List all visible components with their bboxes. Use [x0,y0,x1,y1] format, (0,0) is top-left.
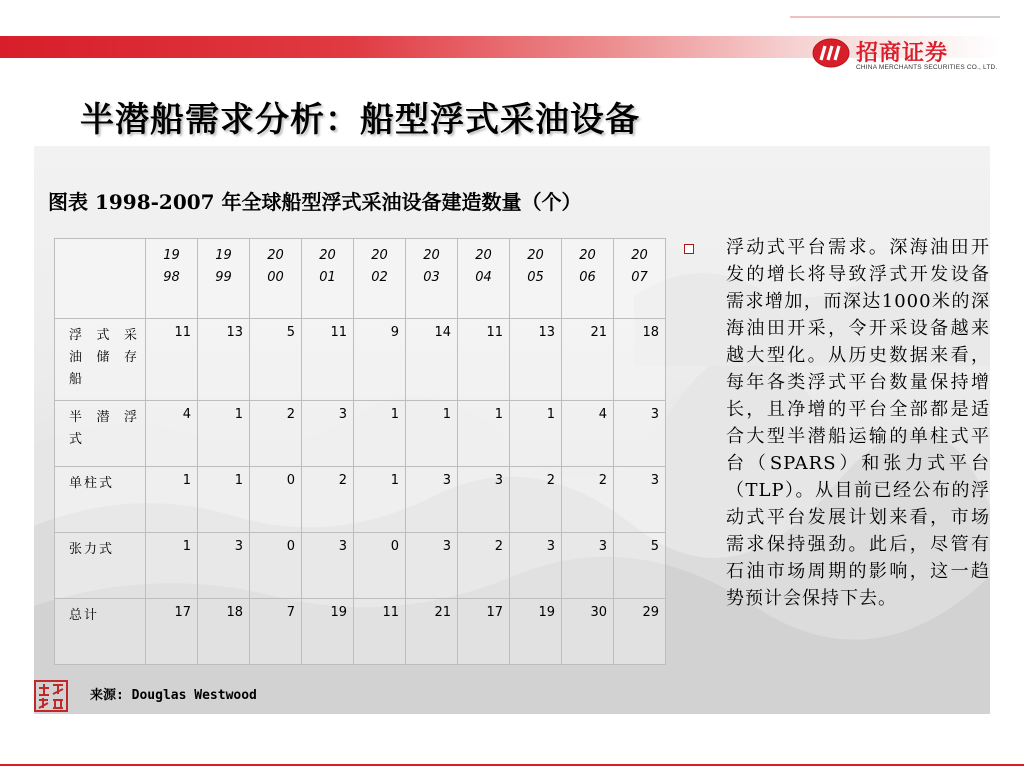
footer-red-line [0,764,1024,766]
year-cell: 20 05 [510,239,562,319]
row-label: 总计 [55,599,146,665]
square-bullet-icon [684,244,694,254]
value-cell: 4 [146,401,198,467]
seal-stamp-icon [34,680,68,712]
value-cell: 3 [406,533,458,599]
row-label: 单柱式 [55,467,146,533]
value-cell: 19 [302,599,354,665]
value-cell: 13 [198,319,250,401]
value-cell: 30 [562,599,614,665]
value-cell: 21 [562,319,614,401]
value-cell: 1 [146,467,198,533]
value-cell: 11 [146,319,198,401]
value-cell: 2 [458,533,510,599]
value-cell: 3 [510,533,562,599]
table-row [55,319,666,401]
row-label: 浮式采 油储存 船 [55,319,146,401]
value-cell: 17 [458,599,510,665]
value-cell: 18 [614,319,666,401]
value-cell: 0 [250,467,302,533]
value-cell: 5 [614,533,666,599]
value-cell: 0 [354,533,406,599]
year-cell: 20 04 [458,239,510,319]
value-cell: 13 [510,319,562,401]
table-row [55,401,666,467]
value-cell: 11 [302,319,354,401]
value-cell: 4 [562,401,614,467]
cms-logo-icon [812,38,850,68]
brand-name-cn: 招商证券 [856,41,949,66]
value-cell: 11 [458,319,510,401]
table-row-total [55,599,666,665]
value-cell: 7 [250,599,302,665]
value-cell: 21 [406,599,458,665]
table-header-row [55,239,666,319]
row-label: 张力式 [55,533,146,599]
value-cell: 19 [510,599,562,665]
value-cell: 9 [354,319,406,401]
year-cell: 20 00 [250,239,302,319]
source-note: 来源: Douglas Westwood [90,688,257,703]
value-cell: 1 [198,467,250,533]
brand-name-en: CHINA MERCHANTS SECURITIES CO., LTD. [856,64,998,71]
value-cell: 3 [458,467,510,533]
value-cell: 3 [302,401,354,467]
value-cell: 3 [302,533,354,599]
year-cell: 20 06 [562,239,614,319]
value-cell: 3 [614,401,666,467]
company-logo [812,36,998,76]
value-cell: 2 [562,467,614,533]
header-thin-line [790,16,1000,18]
table-row [55,467,666,533]
year-cell: 20 07 [614,239,666,319]
content-panel [34,146,990,714]
value-cell: 1 [510,401,562,467]
value-cell: 2 [510,467,562,533]
header-corner-cell [55,239,146,319]
value-cell: 1 [146,533,198,599]
value-cell: 1 [458,401,510,467]
value-cell: 1 [354,467,406,533]
year-cell: 19 99 [198,239,250,319]
value-cell: 17 [146,599,198,665]
year-cell: 20 03 [406,239,458,319]
table-row [55,533,666,599]
value-cell: 3 [406,467,458,533]
table-caption: 图表 1998-2007 年全球船型浮式采油设备建造数量（个） [48,190,582,214]
bullet-text: 浮动式平台需求。深海油田开发的增长将导致浮式开发设备需求增加，而深达1000米的深海油田开采，令开采设备越来越大型化。从历史数据来看，每年各类浮式平台数量保持增长，且净增的平台全部都是适合大型半潜船运输的单柱式平台（SPARS）和张力式平台（TLP）。从目前已经公布的浮动式平台发展计划来看，市场需求保持强劲。此后，尽管有石油市场周期的影响，这一趋势预计会保持下去。 [726,237,990,609]
year-cell: 20 01 [302,239,354,319]
value-cell: 0 [250,533,302,599]
page-title: 半潜船需求分析：船型浮式采油设备 [80,100,640,140]
value-cell: 29 [614,599,666,665]
value-cell: 18 [198,599,250,665]
row-label: 半潜浮 式 [55,401,146,467]
value-cell: 1 [354,401,406,467]
value-cell: 1 [406,401,458,467]
value-cell: 5 [250,319,302,401]
year-cell: 19 98 [146,239,198,319]
value-cell: 2 [302,467,354,533]
value-cell: 3 [614,467,666,533]
value-cell: 11 [354,599,406,665]
value-cell: 3 [198,533,250,599]
value-cell: 3 [562,533,614,599]
value-cell: 1 [198,401,250,467]
year-cell: 20 02 [354,239,406,319]
value-cell: 2 [250,401,302,467]
production-table [54,238,666,665]
value-cell: 14 [406,319,458,401]
